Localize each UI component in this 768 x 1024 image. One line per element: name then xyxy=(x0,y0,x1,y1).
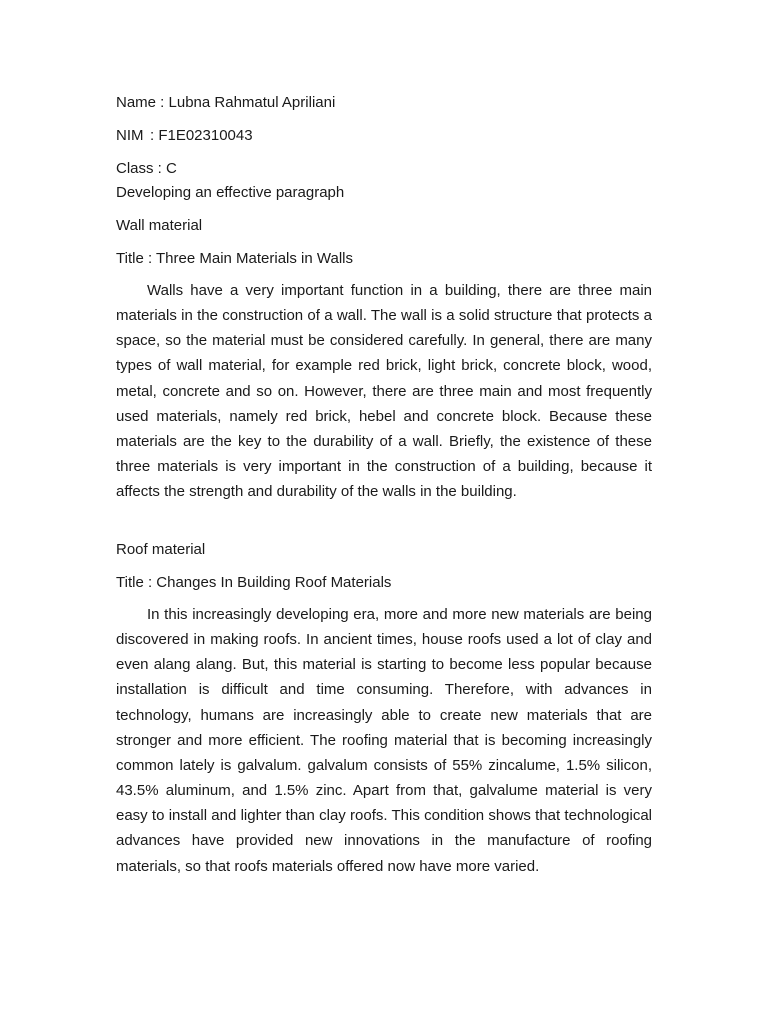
student-name: Name : Lubna Rahmatul Apriliani xyxy=(116,94,336,111)
section-title-wall: Title : Three Main Materials in Walls xyxy=(116,250,354,267)
student-class: Class : C xyxy=(116,160,177,177)
nim-label: NIM xyxy=(116,127,144,144)
paragraph-roof: In this increasingly developing era, more and more new materials are being discovered in making roofs. In ancient times, house roofs used a lot of clay and even alang alang. But, this material is starting to become less popular because installation is difficult and time consuming. Therefore, with advances in technology, humans are increasingly able to create new materials that are stronger and more efficient. The roofing material that is becoming increasingly common lately is galvalum. galvalum consists of 55% zincalume, 1.5% silicon, 43.5% aluminum, and 1.5% zinc. Apart from that, galvalume material is very easy to install and lighter than clay roofs. This condition shows that technological advances have provided new innovations in the manufacture of roofing materials, so that roofs materials offered now have more varied. xyxy=(116,606,652,875)
section-heading-wall: Wall material xyxy=(116,217,203,234)
section-heading-roof: Roof material xyxy=(116,541,206,558)
paragraph-wall: Walls have a very important function in a building, there are three main materials in the construction of a wall. The wall is a solid structure that protects a space, so the material must be considered carefully. In general, there are many types of wall material, for example red brick, light brick, concrete block, wood, metal, concrete and so on. However, there are three main and most frequently used materials, namely red brick, hebel and concrete block. Because these materials are the key to the durability of a wall. Briefly, the existence of these three materials is very important in the construction of a building, because it affects the strength and durability of the walls in the building. xyxy=(116,282,652,501)
assignment-title: Developing an effective paragraph xyxy=(116,184,345,201)
section-title-roof: Title : Changes In Building Roof Materials xyxy=(116,574,392,591)
student-nim xyxy=(116,126,253,146)
nim-value: : F1E02310043 xyxy=(150,127,253,144)
